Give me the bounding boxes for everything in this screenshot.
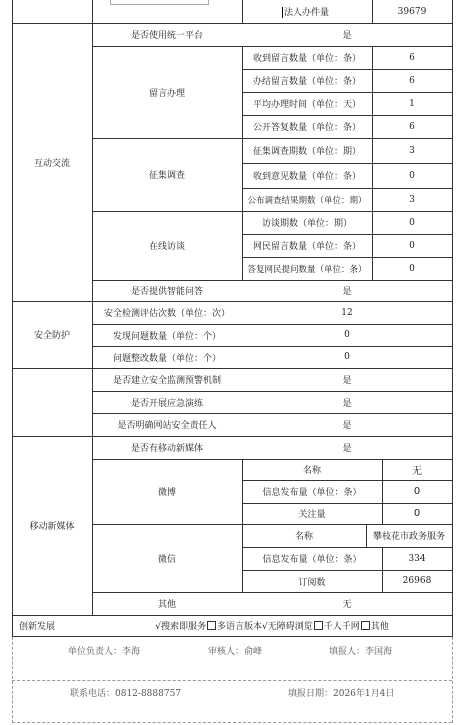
weibo-name-value: 无 xyxy=(412,466,422,477)
innovation-option xyxy=(206,619,262,632)
innovation-option xyxy=(155,619,206,632)
floating-input-box xyxy=(110,0,209,5)
group-survey: 征集调查 xyxy=(148,171,185,181)
category-innovation: 创新发展 xyxy=(18,622,55,632)
messages-public-reply-label: 公开答复数量（单位：条） xyxy=(252,123,361,133)
interview-messages-label: 网民留言数量（单位：条） xyxy=(252,242,361,252)
group-wechat: 微信 xyxy=(157,554,176,565)
category-security: 安全防护 xyxy=(33,331,70,341)
messages-public-reply-value: 6 xyxy=(409,121,415,132)
unit-head: 单位负责人：李海 xyxy=(68,647,141,657)
interview-periods-value: 0 xyxy=(409,217,415,228)
checkmark-icon: √ xyxy=(155,622,161,632)
checkbox-empty-icon xyxy=(361,621,370,630)
security-checks-value: 12 xyxy=(341,307,353,318)
security-issues-value: 0 xyxy=(344,330,350,340)
contact-phone: 联系电话：0812-8888757 xyxy=(70,689,182,699)
reviewer: 审核人：俞峰 xyxy=(208,647,263,657)
messages-avg-time-label: 平均办理时间（单位：天） xyxy=(252,100,361,110)
security-fixed-value: 0 xyxy=(344,352,350,362)
legal-person-count-label: 法人办件量 xyxy=(284,8,330,18)
survey-periods-label: 征集调查期数（单位：期） xyxy=(252,147,361,157)
security-fixed-label: 问题整改数量（单位：个） xyxy=(112,353,221,364)
innovation-options xyxy=(92,615,452,636)
unified-platform-value: 是 xyxy=(342,31,352,41)
messages-avg-time-value: 1 xyxy=(409,98,415,109)
warning-mechanism-label: 是否建立安全监测预警机制 xyxy=(112,376,221,386)
interview-replies-value: 0 xyxy=(409,263,415,274)
weibo-posts-value: 0 xyxy=(413,486,421,497)
checkbox-empty-icon xyxy=(207,621,216,630)
legal-person-count-value: 39679 xyxy=(397,6,427,17)
smart-qa-value: 是 xyxy=(342,287,352,297)
messages-closed-value: 6 xyxy=(409,75,415,86)
group-weibo: 微博 xyxy=(157,488,176,498)
checkmark-icon: √ xyxy=(261,622,268,632)
mobile-other-value: 无 xyxy=(342,600,352,610)
survey-opinions-value: 0 xyxy=(409,170,415,181)
emergency-drill-label: 是否开展应急演练 xyxy=(130,398,203,409)
checkbox-empty-icon xyxy=(314,621,323,630)
innovation-option-label: 无障碍浏览 xyxy=(267,622,313,632)
category-interaction: 互动交流 xyxy=(33,158,70,169)
survey-periods-value: 3 xyxy=(409,145,415,156)
messages-received-label: 收到留言数量（单位：条） xyxy=(252,54,361,64)
messages-received-value: 6 xyxy=(409,52,415,63)
wechat-posts-label: 信息发布量（单位：条） xyxy=(262,555,362,565)
warning-mechanism-value: 是 xyxy=(342,376,352,386)
interview-periods-label: 访谈期数（单位：期） xyxy=(261,219,352,229)
group-interview: 在线访谈 xyxy=(148,242,185,252)
weibo-followers-value: 0 xyxy=(413,508,421,519)
wechat-name-value: 攀枝花市政务服务 xyxy=(372,532,445,542)
filler: 填报人：李国海 xyxy=(329,647,393,657)
innovation-option xyxy=(360,619,389,632)
weibo-name-label: 名称 xyxy=(302,466,321,476)
has-mobile-label: 是否有移动新媒体 xyxy=(130,444,203,454)
survey-results-label: 公布调查结果期数（单位：期） xyxy=(247,195,367,206)
innovation-option-label: 千人千网 xyxy=(323,622,360,632)
wechat-posts-value: 334 xyxy=(408,553,426,564)
security-issues-label: 发现问题数量（单位：个） xyxy=(112,331,221,342)
weibo-followers-label: 关注量 xyxy=(298,510,326,520)
innovation-option-label: 其他 xyxy=(370,622,389,632)
wechat-name-label: 名称 xyxy=(294,532,313,542)
security-owner-value: 是 xyxy=(342,421,352,431)
weibo-posts-label: 信息发布量（单位：条） xyxy=(262,488,362,498)
has-mobile-value: 是 xyxy=(342,444,352,454)
emergency-drill-value: 是 xyxy=(342,398,352,409)
messages-closed-label: 办结留言数量（单位：条） xyxy=(252,77,361,87)
innovation-option xyxy=(262,619,313,632)
category-mobile: 移动新媒体 xyxy=(29,522,75,532)
security-checks-label: 安全检测评估次数（单位：次） xyxy=(103,309,230,319)
fill-date: 填报日期：2026年1月4日 xyxy=(288,689,395,699)
interview-messages-value: 0 xyxy=(409,240,415,251)
innovation-option-label: 搜索即服务 xyxy=(160,622,206,632)
survey-results-value: 3 xyxy=(409,194,415,205)
mobile-other-label: 其他 xyxy=(157,600,176,610)
survey-opinions-label: 收到意见数量（单位：条） xyxy=(252,172,361,182)
wechat-subscribers-value: 26968 xyxy=(402,576,432,586)
interview-replies-label: 答复网民提问数量（单位：条） xyxy=(247,264,367,275)
smart-qa-label: 是否提供智能问答 xyxy=(130,287,203,297)
innovation-option xyxy=(313,619,360,632)
wechat-subscribers-label: 订阅数 xyxy=(298,577,326,588)
security-owner-label: 是否明确网站安全责任人 xyxy=(117,421,217,431)
unified-platform-label: 是否使用统一平台 xyxy=(130,31,203,41)
group-messages: 留言办理 xyxy=(148,88,185,99)
innovation-option-label: 多语言版本 xyxy=(216,622,262,632)
